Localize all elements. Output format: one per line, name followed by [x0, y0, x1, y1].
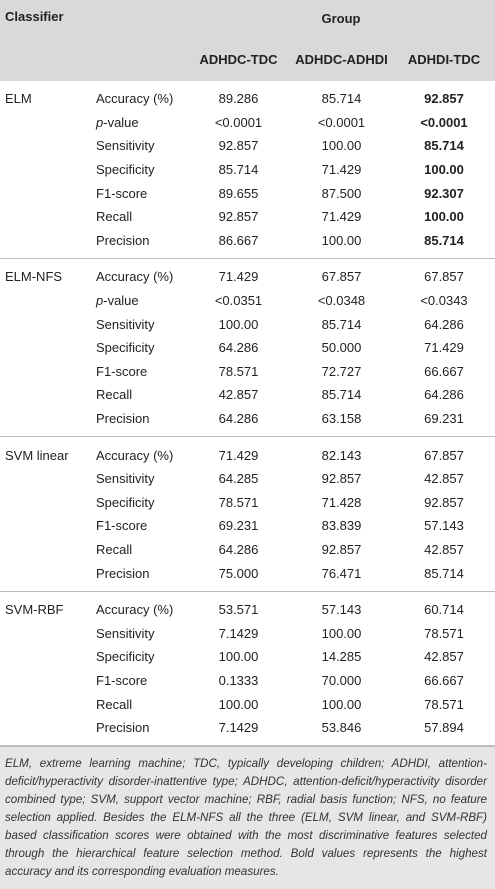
classifier-cell: [0, 383, 86, 407]
value-cell: 92.857: [321, 471, 362, 487]
value-cell: <0.0001: [317, 114, 366, 130]
value-cell: 100.00: [321, 232, 362, 248]
table-row: [0, 205, 495, 229]
table-row: [0, 259, 495, 289]
metric-label: Specificity: [96, 162, 155, 178]
value-cell: 71.429: [218, 447, 259, 463]
value-cell: 78.571: [218, 494, 259, 510]
value-cell: 64.286: [424, 387, 464, 403]
classifier-cell: [0, 289, 86, 313]
value-cell: 100.00: [218, 316, 259, 332]
value-cell: 67.857: [321, 269, 362, 285]
classifier-header: Classifier: [5, 9, 64, 24]
value-cell: 85.714: [424, 565, 464, 581]
classifier-cell: [0, 205, 86, 229]
metric-label: Sensitivity: [96, 625, 155, 641]
metric-label: F1-score: [96, 672, 148, 688]
value-cell: 67.857: [424, 269, 464, 285]
table-row: [0, 669, 495, 693]
table-row: [0, 158, 495, 182]
classifier-cell: [0, 561, 86, 591]
value-cell: 63.158: [321, 411, 362, 427]
value-cell: <0.0348: [317, 293, 366, 309]
value-cell: 7.1429: [218, 625, 259, 641]
metric-label: Precision: [96, 565, 150, 581]
column-header-adhdc-adhdi: ADHDC-ADHDI: [295, 51, 388, 67]
table-row: [0, 312, 495, 336]
classifier-cell: [0, 312, 86, 336]
table-row: [0, 111, 495, 135]
value-cell: 83.839: [321, 518, 362, 534]
table-row: [0, 229, 495, 259]
value-cell: 100.00: [424, 162, 464, 178]
value-cell: 42.857: [218, 387, 259, 403]
value-cell: 89.286: [218, 91, 259, 107]
classifier-cell: [0, 134, 86, 158]
metric-label: Specificity: [96, 649, 155, 665]
table-row: [0, 336, 495, 360]
value-cell: <0.0343: [420, 293, 468, 309]
value-cell: 57.143: [424, 518, 464, 534]
classifier-cell: [0, 181, 86, 205]
value-cell: <0.0001: [420, 114, 468, 130]
value-cell: 70.000: [321, 672, 362, 688]
classifier-cell: [0, 645, 86, 669]
table-row: [0, 81, 495, 111]
value-cell: 71.428: [321, 494, 362, 510]
value-cell: 67.857: [424, 447, 464, 463]
value-cell: 71.429: [321, 162, 362, 178]
metric-label: Recall: [96, 209, 133, 225]
classifier-name: SVM linear: [5, 447, 69, 463]
value-cell: 85.714: [424, 232, 464, 248]
column-header-adhdi-tdc: ADHDI-TDC: [407, 51, 481, 67]
table-row: [0, 621, 495, 645]
classifier-cell: [0, 692, 86, 716]
table-row: [0, 561, 495, 591]
value-cell: 92.857: [218, 138, 259, 154]
metric-label: Recall: [96, 387, 133, 403]
classifier-name: SVM-RBF: [5, 602, 64, 618]
metric-label: F1-score: [96, 518, 148, 534]
classifier-cell: [0, 111, 86, 135]
classifier-cell: [0, 514, 86, 538]
table-row: [0, 514, 495, 538]
classifier-cell: [0, 491, 86, 515]
value-cell: 92.857: [218, 209, 259, 225]
table-row: [0, 467, 495, 491]
metric-label: F1-score: [96, 185, 148, 201]
metric-label: Specificity: [96, 494, 155, 510]
classifier-cell: [0, 467, 86, 491]
table-row: [0, 437, 495, 467]
value-cell: 57.894: [424, 720, 464, 736]
value-cell: 50.000: [321, 340, 362, 356]
value-cell: 85.714: [218, 162, 259, 178]
value-cell: 89.655: [218, 185, 259, 201]
metric-label: F1-score: [96, 363, 148, 379]
classifier-cell: [0, 360, 86, 384]
value-cell: 85.714: [321, 91, 362, 107]
table-row: [0, 645, 495, 669]
group-header: Group: [321, 11, 361, 26]
metric-label: Precision: [96, 411, 150, 427]
value-cell: 76.471: [321, 565, 362, 581]
table-row: [0, 360, 495, 384]
classifier-cell: [0, 669, 86, 693]
value-cell: <0.0001: [214, 114, 263, 130]
classifier-cell: [0, 336, 86, 360]
value-cell: 71.429: [321, 209, 362, 225]
metric-label: Accuracy (%): [96, 269, 174, 285]
value-cell: 60.714: [424, 602, 464, 618]
classifier-cell: [0, 229, 86, 259]
table-row: [0, 692, 495, 716]
metric-label: p-value: [96, 114, 139, 130]
value-cell: 92.307: [424, 185, 464, 201]
table-header: [0, 0, 495, 81]
value-cell: 85.714: [321, 387, 362, 403]
value-cell: 100.00: [321, 625, 362, 641]
section-svm-rbf: [0, 591, 495, 746]
value-cell: 78.571: [218, 363, 259, 379]
value-cell: 64.286: [424, 316, 464, 332]
section-elm: [0, 81, 495, 259]
value-cell: 92.857: [321, 541, 362, 557]
metric-label: p-value: [96, 293, 139, 309]
value-cell: 100.00: [218, 649, 259, 665]
value-cell: 100.00: [218, 696, 259, 712]
metric-label: Sensitivity: [96, 471, 155, 487]
value-cell: 85.714: [424, 138, 464, 154]
metric-label: Specificity: [96, 340, 155, 356]
value-cell: 64.286: [218, 541, 259, 557]
table-row: [0, 491, 495, 515]
value-cell: <0.0351: [214, 293, 263, 309]
classifier-name: ELM-NFS: [5, 269, 63, 285]
metric-label: Sensitivity: [96, 138, 155, 154]
value-cell: 69.231: [218, 518, 259, 534]
metric-label: Sensitivity: [96, 316, 155, 332]
metric-label: Precision: [96, 232, 150, 248]
value-cell: 66.667: [424, 363, 464, 379]
value-cell: 100.00: [321, 696, 362, 712]
classifier-name: ELM: [5, 91, 32, 107]
value-cell: 92.857: [424, 494, 464, 510]
section-svm-linear: [0, 437, 495, 592]
value-cell: 100.00: [424, 209, 464, 225]
table-row: [0, 134, 495, 158]
value-cell: 66.667: [424, 672, 464, 688]
metric-label: Accuracy (%): [96, 91, 174, 107]
value-cell: 71.429: [218, 269, 259, 285]
metric-label: Precision: [96, 720, 150, 736]
value-cell: 72.727: [321, 363, 362, 379]
value-cell: 75.000: [218, 565, 259, 581]
value-cell: 42.857: [424, 541, 464, 557]
metric-label: Accuracy (%): [96, 602, 174, 618]
value-cell: 85.714: [321, 316, 362, 332]
value-cell: 64.286: [218, 340, 259, 356]
value-cell: 82.143: [321, 447, 362, 463]
section-elm-nfs: [0, 259, 495, 437]
value-cell: 57.143: [321, 602, 362, 618]
value-cell: 42.857: [424, 649, 464, 665]
table-row: [0, 591, 495, 621]
value-cell: 92.857: [424, 91, 464, 107]
table-row: [0, 181, 495, 205]
classifier-cell: [0, 407, 86, 437]
value-cell: 42.857: [424, 471, 464, 487]
header-row-group: [0, 0, 495, 37]
value-cell: 78.571: [424, 696, 464, 712]
column-header-adhdc-tdc: ADHDC-TDC: [199, 51, 278, 67]
value-cell: 100.00: [321, 138, 362, 154]
value-cell: 87.500: [321, 185, 362, 201]
metric-label: Recall: [96, 541, 133, 557]
metric-label: Accuracy (%): [96, 447, 174, 463]
classifier-cell: [0, 716, 86, 746]
value-cell: 53.571: [218, 602, 259, 618]
table-row: [0, 716, 495, 746]
table-row: [0, 538, 495, 562]
value-cell: 69.231: [424, 411, 464, 427]
value-cell: 0.1333: [218, 672, 259, 688]
value-cell: 53.846: [321, 720, 362, 736]
value-cell: 64.285: [218, 471, 259, 487]
value-cell: 86.667: [218, 232, 259, 248]
classifier-cell: [0, 158, 86, 182]
value-cell: 71.429: [424, 340, 464, 356]
table-row: [0, 383, 495, 407]
metric-label: Recall: [96, 696, 133, 712]
table-footnote: ELM, extreme learning machine; TDC, typically developing children; ADHDI, attention-deficit/hyperactivity disorder-inattentive type; ADHDC, attention-deficit/hyperactivity disorder combined type; SVM, support vector machine; RBF, radial basis function; NFS, no feature selection applied. Besides the ELM-NFS all the three (ELM, SVM linear, and SVM-RBF) based classification scores were obtained with the most discriminative features selected through the hierarchical feature selection method. Bold values represents the highest accuracy and its corresponding evaluation measures.: [0, 746, 495, 889]
table-row: [0, 289, 495, 313]
value-cell: 78.571: [424, 625, 464, 641]
table-row: [0, 407, 495, 437]
classifier-cell: [0, 621, 86, 645]
value-cell: 14.285: [321, 649, 362, 665]
value-cell: 7.1429: [218, 720, 259, 736]
classifier-cell: [0, 538, 86, 562]
value-cell: 64.286: [218, 411, 259, 427]
